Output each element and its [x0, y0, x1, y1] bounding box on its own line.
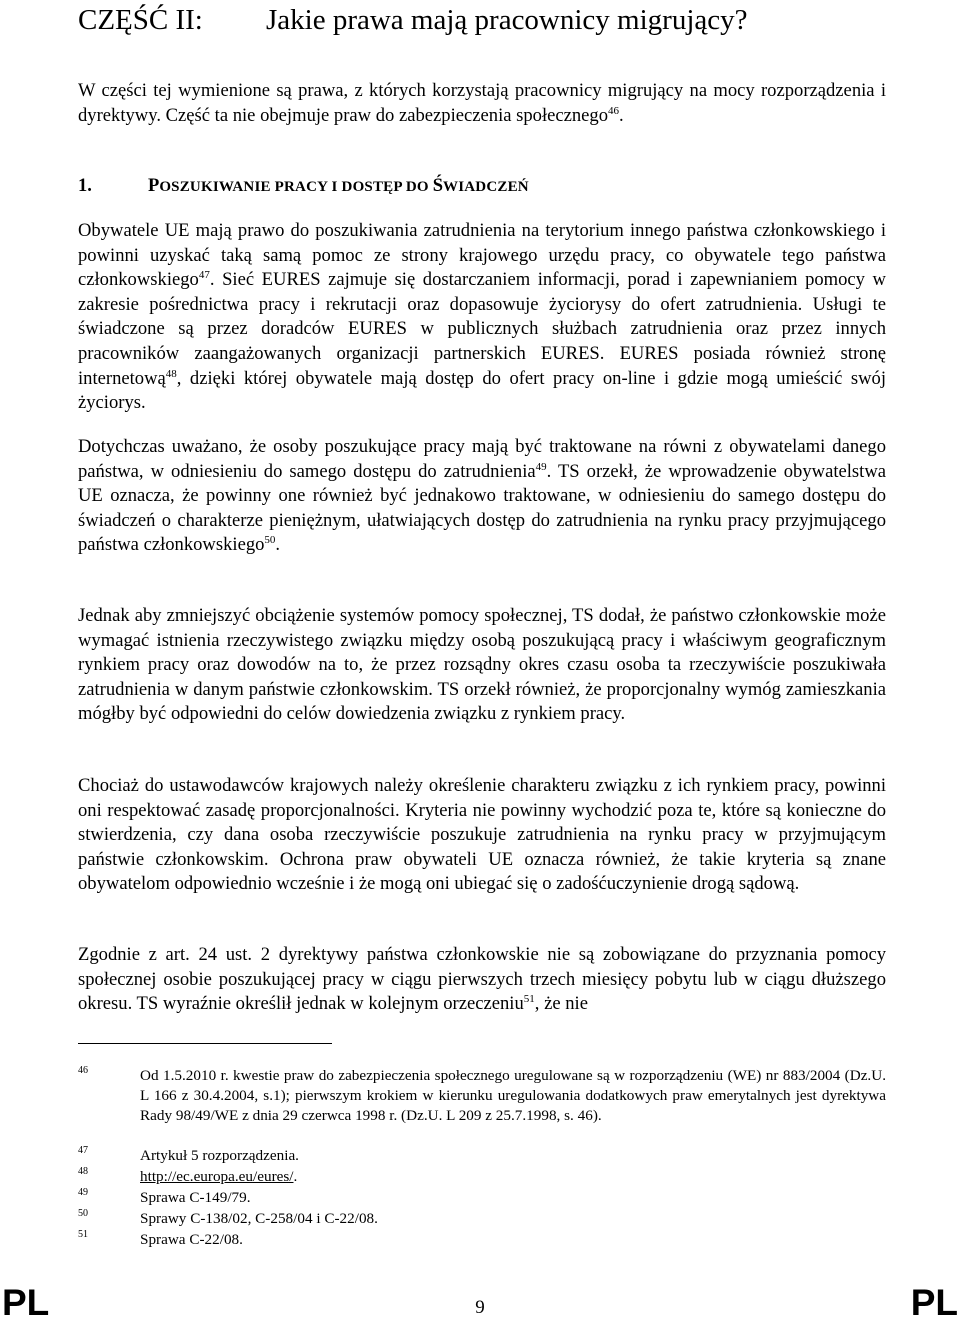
- footnote-separator: [78, 1043, 332, 1044]
- page-title: [78, 3, 886, 37]
- part-title: Jakie prawa mają pracownicy migrujący?: [266, 4, 748, 36]
- footnote-ref[interactable]: 48: [165, 367, 177, 380]
- footnote-ref[interactable]: 49: [535, 460, 547, 473]
- paragraph-2: Dotychczas uważano, że osoby poszukujące pracy mają być traktowane na równi z obywatelami danego państwa, w odniesieniu do samego dostępu do zatrudnienia$^{49}$. TS orzekł, że wprowadzenie obywatelstwa UE oznacza, że powinny one również być jednakowo traktowane, w odniesieniu do samego dostępu do świadczeń o charakterze pieniężnym, ułatwiających dostęp do zatrudnienia na rynku pracy przyjmującego państwa członkowskiego$^{50}$.: [78, 436, 886, 556]
- paragraph-4: Chociaż do ustawodawców krajowych należy określenie charakteru związku z ich rynkiem pracy, powinni oni respektować zasadę proporcjonalności. Kryteria nie powinny wychodzić poza te, które są konieczne do stwierdzenia, czy dana osoba rzeczywiście poszukuje zatrudnienia na rynku pracy w przyjmującym państwie członkowskim. Ochrona praw obywateli UE oznacza również, że takie kryteria są znane obywatelom odpowiednio wcześnie i że mogą oni ubiegać się o zadośćuczynienie drogą sądową.: [78, 775, 886, 895]
- footnote-text: Sprawa C-149/79.: [140, 1189, 251, 1206]
- part-label: CZĘŚĆ II:: [78, 4, 203, 36]
- section-title: POSZUKIWANIE PRACY I DOSTĘP DO ŚWIADCZEŃ: [148, 176, 529, 196]
- footnote-text: Artykuł 5 rozporządzenia.: [140, 1147, 299, 1164]
- footnote-mark: 50: [78, 1208, 88, 1219]
- intro-paragraph: [78, 79, 886, 128]
- eures-link[interactable]: http://ec.europa.eu/eures/: [140, 1168, 294, 1185]
- footnote-text: Sprawa C-22/08.: [140, 1231, 243, 1248]
- footnote-mark: 48: [78, 1166, 88, 1177]
- footnote-mark: 47: [78, 1145, 88, 1156]
- footnote-mark: 46: [78, 1065, 88, 1076]
- paragraph-3: Jednak aby zmniejszyć obciążenie systemów pomocy społecznej, TS dodał, że państwo członkowskie może wymagać istnienia rzeczywistego związku między osobą poszukującą pracy i właściwym geograficznym rynkiem pracy oraz dowodów na to, że przez rozsądny okres czasu osoba ta rzeczywiście poszukiwała zatrudnienia w danym państwie członkowskim. TS orzekł również, że proporcjonalny wymóg zamieszkania mógłby być odpowiedni do celów dowiedzenia związku z rynkiem pracy.: [78, 605, 886, 725]
- intro-tail: .: [619, 104, 624, 126]
- footnote-mark: 51: [78, 1229, 88, 1240]
- footnote-ref[interactable]: 51: [523, 993, 535, 1005]
- section-heading: [78, 174, 529, 199]
- footnote-ref[interactable]: 50: [264, 534, 276, 547]
- footnote-ref[interactable]: 47: [198, 269, 210, 281]
- language-code-left: PL: [2, 1282, 50, 1323]
- footnote-text: Sprawy C-138/02, C-258/04 i C-22/08.: [140, 1210, 378, 1227]
- footnote-ref[interactable]: 46: [608, 104, 620, 117]
- section-number: 1.: [78, 176, 92, 196]
- intro-text: W części tej wymienione są prawa, z których korzystają pracownicy migrujący na mocy rozporządzenia i dyrektywy. Część ta nie obejmuje praw do zabezpieczenia społecznego: [78, 80, 886, 126]
- footnote-mark: 49: [78, 1187, 88, 1198]
- paragraph-5: Zgodnie z art. 24 ust. 2 dyrektywy państwa członkowskie nie są zobowiązane do przyznania pomocy społecznej osobie poszukującej pracy w ciągu pierwszych trzech miesięcy pobytu lub w ciągu dłuższego okresu. TS wyraźnie określił jednak w kolejnym orzeczeniu$^{51}$, że nie: [78, 944, 886, 1015]
- language-code-right: PL: [910, 1282, 958, 1323]
- page-number: 9: [475, 1297, 485, 1318]
- footnote-text: Od 1.5.2010 r. kwestie praw do zabezpieczenia społecznego uregulowane są w rozporządzeniu (WE) nr 883/2004 (Dz.U. L 166 z 30.4.2004, s.1); pierwszym krokiem w kierunku uregulowania dodatkowych praw emerytalnych jest dyrektywa Rady 98/49/WE z dnia 29 czerwca 1998 r. (Dz.U. L 209 z 25.7.1998, s. 46).: [140, 1067, 886, 1124]
- paragraph-1: Obywatele UE mają prawo do poszukiwania zatrudnienia na terytorium innego państwa członkowskiego i powinni uzyskać taką samą pomoc ze strony krajowego urzędu pracy, co obywatele tego państwa członkowskiego$^{47}$. Sieć EURES zajmuje się dostarczaniem informacji, porad i zapewnianiem pomocy w zakresie pośrednictwa pracy i rekrutacji oraz dopasowuje życiorysy do ofert zatrudnienia. Usługi te świadczone są przez doradców EURES w publicznych służbach zatrudnienia oraz przez innych pracowników zaangażowanych organizacji partnerskich EURES. EURES posiada również stronę internetową$^{48}$, dzięki której obywatele mają dostęp do ofert pracy on-line i gdzie mogą umieścić swój życiorys.: [78, 220, 886, 414]
